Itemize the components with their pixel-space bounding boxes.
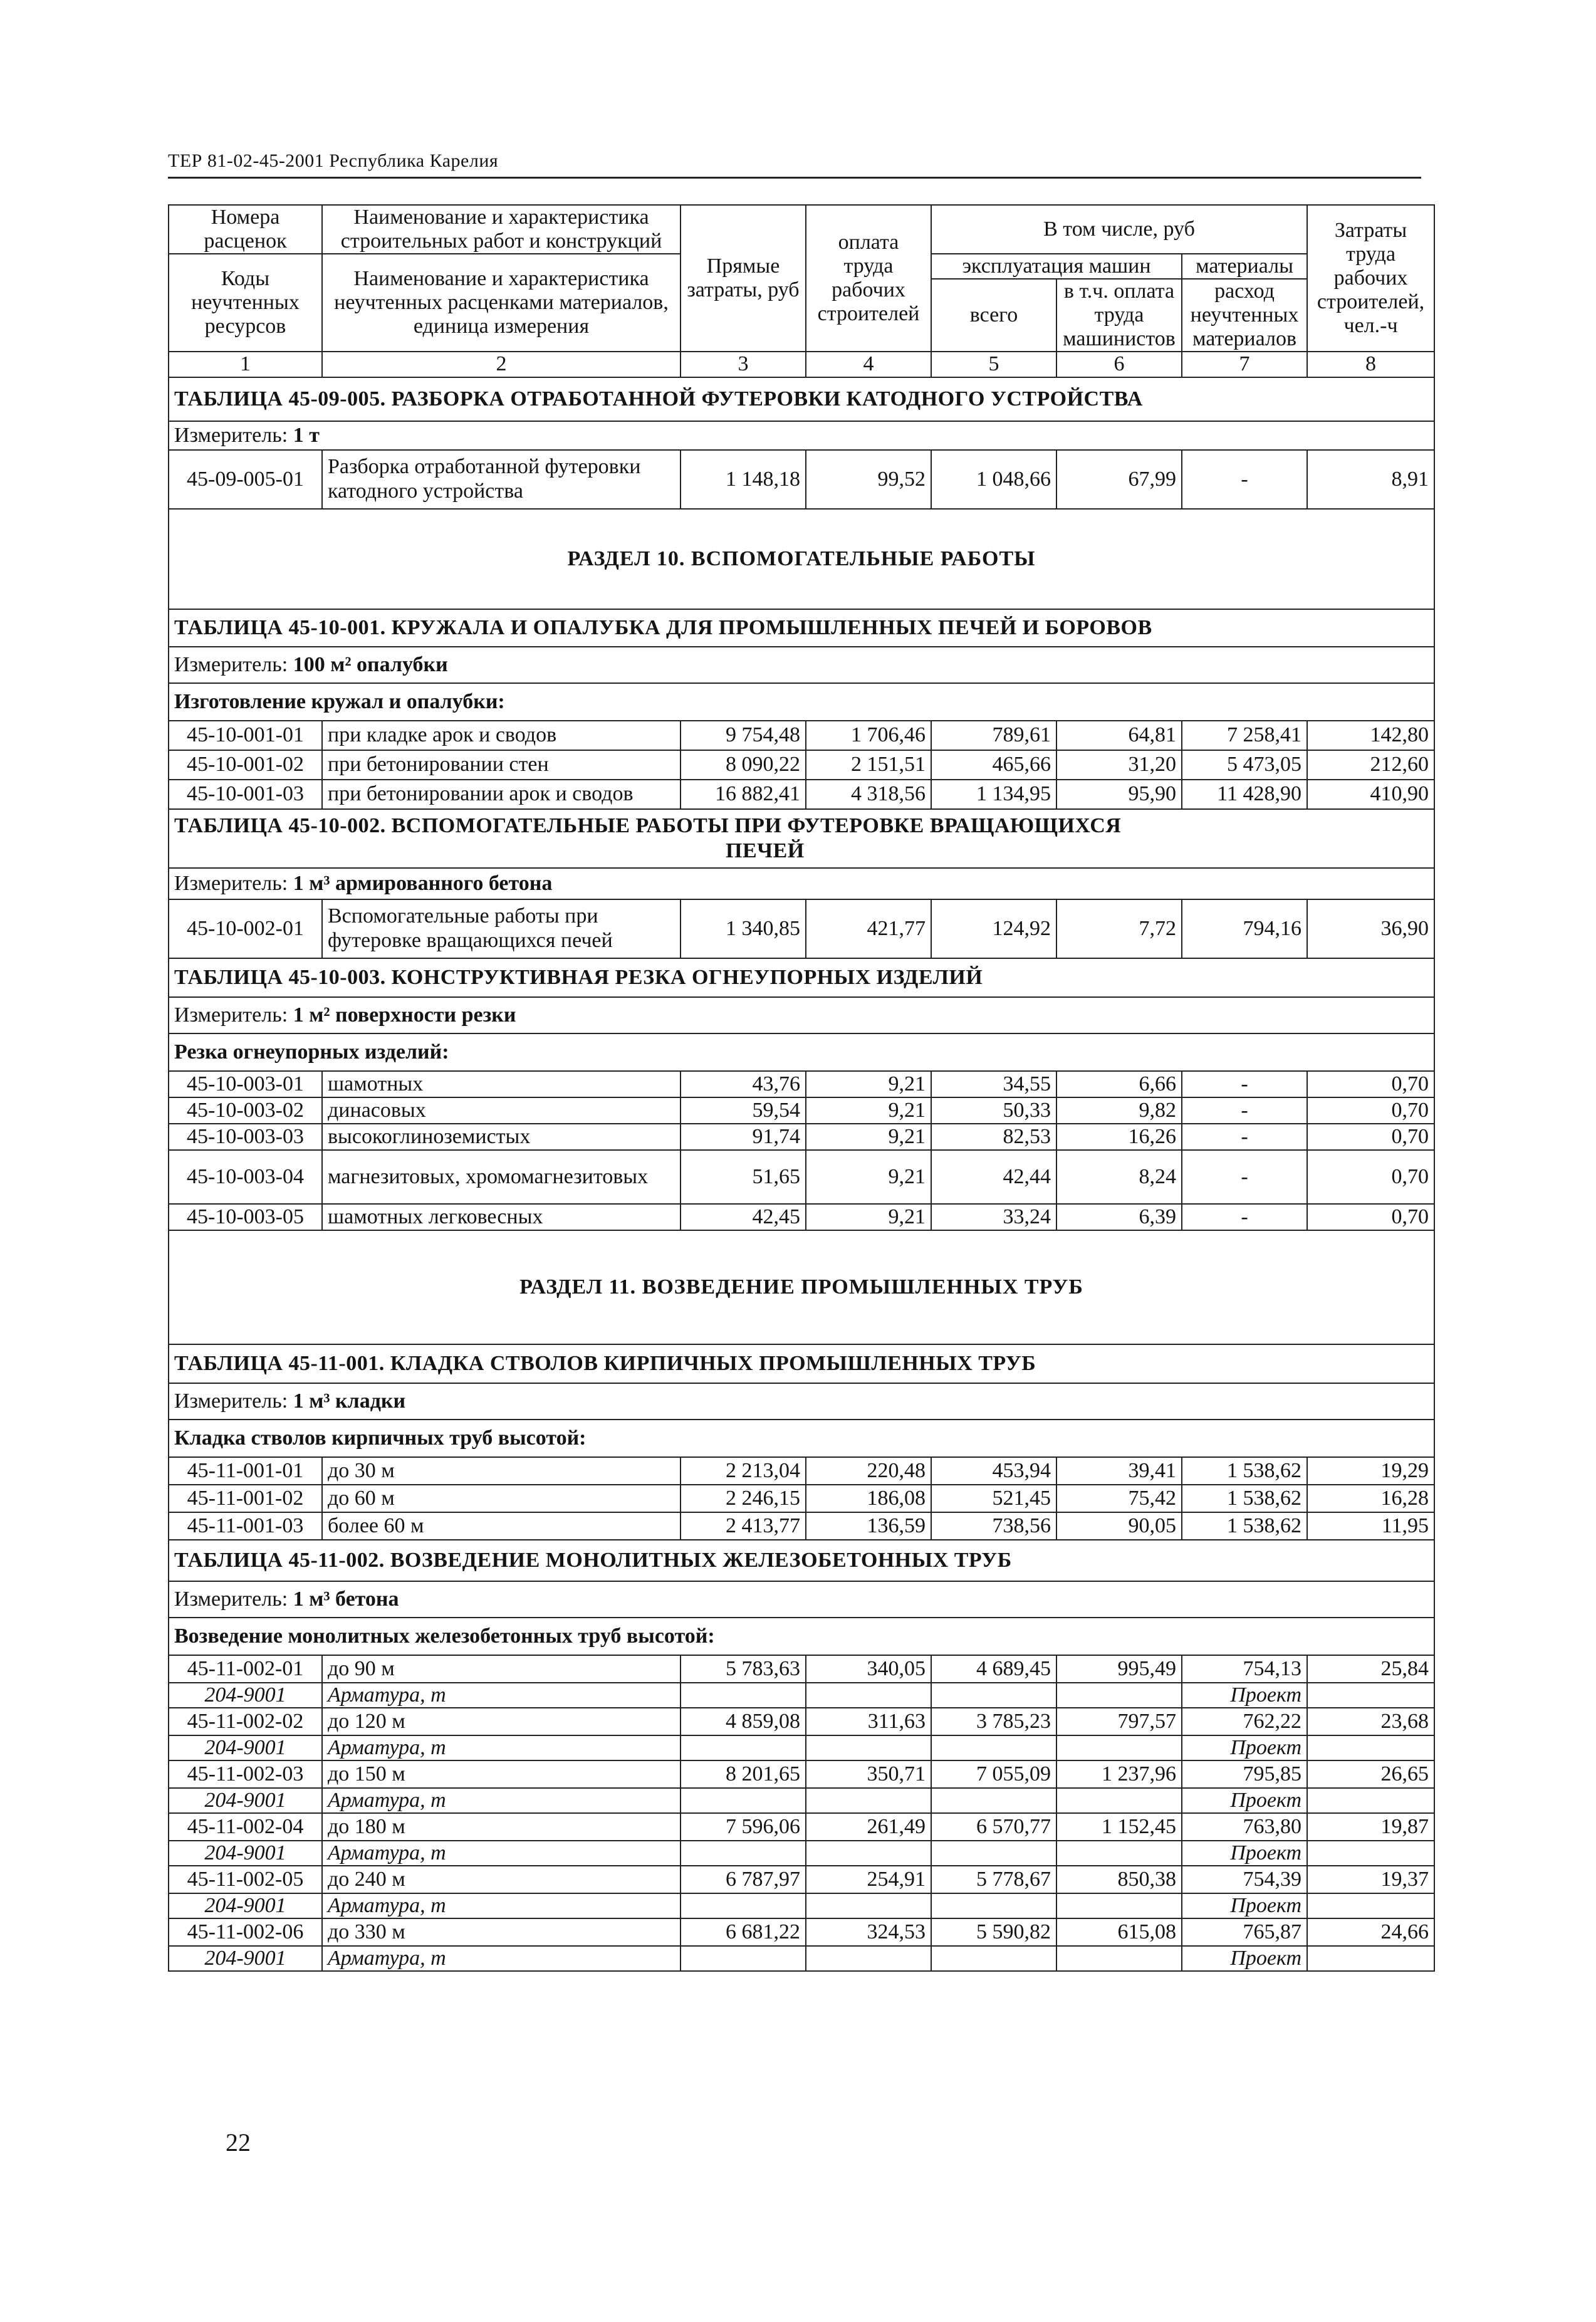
rate-code: 45-11-002-05 xyxy=(169,1866,322,1893)
table-row xyxy=(169,1813,1434,1841)
machine-total: 1 134,95 xyxy=(931,780,1056,809)
direct-costs: 1 148,18 xyxy=(681,450,806,509)
machine-total: 521,45 xyxy=(931,1485,1056,1512)
worker-wage: 220,48 xyxy=(806,1457,931,1485)
materials: 1 538,62 xyxy=(1182,1457,1307,1485)
table-row xyxy=(169,450,1434,509)
resource-row xyxy=(169,1946,1434,1971)
machine-wage: 16,26 xyxy=(1056,1124,1182,1150)
materials: 762,22 xyxy=(1182,1708,1307,1735)
direct-costs: 42,45 xyxy=(681,1204,806,1230)
table-row xyxy=(169,1071,1434,1097)
machine-wage: 995,49 xyxy=(1056,1655,1182,1683)
direct-costs: 2 246,15 xyxy=(681,1485,806,1512)
col-num: 8 xyxy=(1307,352,1434,377)
rate-name: высокоглиноземистых xyxy=(322,1124,681,1150)
labor-hours: 0,70 xyxy=(1307,1150,1434,1204)
worker-wage: 9,21 xyxy=(806,1071,931,1097)
machine-total: 50,33 xyxy=(931,1097,1056,1124)
rate-code: 45-10-003-05 xyxy=(169,1204,322,1230)
direct-costs: 51,65 xyxy=(681,1150,806,1204)
direct-costs: 43,76 xyxy=(681,1071,806,1097)
header-row-1 xyxy=(169,205,1434,254)
table-row xyxy=(169,780,1434,809)
rate-code: 45-11-001-01 xyxy=(169,1457,322,1485)
resource-name: Арматура, т xyxy=(322,1946,681,1971)
materials: - xyxy=(1182,1204,1307,1230)
table-row xyxy=(169,1512,1434,1540)
materials: - xyxy=(1182,1097,1307,1124)
rate-name: до 180 м xyxy=(322,1813,681,1841)
materials: - xyxy=(1182,1124,1307,1150)
group-heading: Изготовление кружал и опалубки: xyxy=(169,683,1434,721)
resource-row xyxy=(169,1893,1434,1918)
materials: 1 538,62 xyxy=(1182,1485,1307,1512)
col-num: 7 xyxy=(1182,352,1307,377)
header-machines-wage: в т.ч. оплата труда машинистов xyxy=(1056,279,1182,352)
col-num: 4 xyxy=(806,352,931,377)
direct-costs: 8 090,22 xyxy=(681,750,806,780)
machine-wage: 6,66 xyxy=(1056,1071,1182,1097)
table-title: ТАБЛИЦА 45-10-002. ВСПОМОГАТЕЛЬНЫЕ РАБОТЫ ПРИ ФУТЕРОВКЕ ВРАЩАЮЩИХСЯ ПЕЧЕЙ xyxy=(169,809,1434,868)
materials: 7 258,41 xyxy=(1182,721,1307,750)
col-num: 3 xyxy=(681,352,806,377)
labor-hours: 410,90 xyxy=(1307,780,1434,809)
rate-name: шамотных xyxy=(322,1071,681,1097)
running-header: ТЕР 81-02-45-2001 Республика Карелия xyxy=(168,150,499,171)
section-title: РАЗДЕЛ 11. ВОЗВЕДЕНИЕ ПРОМЫШЛЕННЫХ ТРУБ xyxy=(169,1230,1434,1344)
page-number: 22 xyxy=(226,2128,251,2157)
machine-wage: 67,99 xyxy=(1056,450,1182,509)
machine-total: 453,94 xyxy=(931,1457,1056,1485)
col-num: 2 xyxy=(322,352,681,377)
direct-costs: 4 859,08 xyxy=(681,1708,806,1735)
measure-unit: Измеритель: 1 м³ армированного бетона xyxy=(169,868,1434,899)
header-direct-costs: Прямые затраты, руб xyxy=(681,205,806,352)
resource-code: 204-9001 xyxy=(169,1788,322,1813)
labor-hours: 36,90 xyxy=(1307,899,1434,958)
materials: - xyxy=(1182,1150,1307,1204)
table-row xyxy=(169,1866,1434,1893)
machine-wage: 8,24 xyxy=(1056,1150,1182,1204)
worker-wage: 4 318,56 xyxy=(806,780,931,809)
header-c2b: Наименование и характеристика неучтенных расценками материалов, единица измерения xyxy=(322,254,681,352)
measure-unit: Измеритель: 1 м³ бетона xyxy=(169,1581,1434,1618)
machine-wage: 615,08 xyxy=(1056,1918,1182,1946)
worker-wage: 421,77 xyxy=(806,899,931,958)
table-row xyxy=(169,1918,1434,1946)
machine-wage: 797,57 xyxy=(1056,1708,1182,1735)
worker-wage: 350,71 xyxy=(806,1760,931,1788)
resource-code: 204-9001 xyxy=(169,1735,322,1760)
header-wage: оплата труда рабочих строителей xyxy=(806,205,931,352)
resource-code: 204-9001 xyxy=(169,1841,322,1866)
direct-costs: 59,54 xyxy=(681,1097,806,1124)
machine-total: 738,56 xyxy=(931,1512,1056,1540)
machine-total: 1 048,66 xyxy=(931,450,1056,509)
table-title: ТАБЛИЦА 45-10-003. КОНСТРУКТИВНАЯ РЕЗКА ОГНЕУПОРНЫХ ИЗДЕЛИЙ xyxy=(169,958,1434,997)
machine-total: 5 778,67 xyxy=(931,1866,1056,1893)
measure-unit: Измеритель: 100 м² опалубки xyxy=(169,647,1434,683)
direct-costs: 6 787,97 xyxy=(681,1866,806,1893)
materials: 763,80 xyxy=(1182,1813,1307,1841)
direct-costs: 91,74 xyxy=(681,1124,806,1150)
rate-name: до 150 м xyxy=(322,1760,681,1788)
resource-name: Арматура, т xyxy=(322,1893,681,1918)
rate-code: 45-10-001-02 xyxy=(169,750,322,780)
rate-name: шамотных легковесных xyxy=(322,1204,681,1230)
table-row xyxy=(169,1655,1434,1683)
labor-hours: 19,29 xyxy=(1307,1457,1434,1485)
rate-name: до 330 м xyxy=(322,1918,681,1946)
measure-unit: Измеритель: 1 м³ кладки xyxy=(169,1383,1434,1420)
machine-wage: 75,42 xyxy=(1056,1485,1182,1512)
materials: 754,39 xyxy=(1182,1866,1307,1893)
machine-wage: 9,82 xyxy=(1056,1097,1182,1124)
worker-wage: 261,49 xyxy=(806,1813,931,1841)
group-heading: Кладка стволов кирпичных труб высотой: xyxy=(169,1420,1434,1457)
header-materials-unaccounted: расход неучтенных материалов xyxy=(1182,279,1307,352)
worker-wage: 186,08 xyxy=(806,1485,931,1512)
machine-total: 4 689,45 xyxy=(931,1655,1056,1683)
rate-code: 45-10-001-03 xyxy=(169,780,322,809)
resource-consumption: Проект xyxy=(1182,1946,1307,1971)
rate-code: 45-11-002-03 xyxy=(169,1760,322,1788)
worker-wage: 9,21 xyxy=(806,1124,931,1150)
resource-code: 204-9001 xyxy=(169,1683,322,1708)
table-row xyxy=(169,1150,1434,1204)
rate-name: динасовых xyxy=(322,1097,681,1124)
labor-hours: 0,70 xyxy=(1307,1124,1434,1150)
machine-total: 82,53 xyxy=(931,1124,1056,1150)
resource-consumption: Проект xyxy=(1182,1683,1307,1708)
direct-costs: 2 213,04 xyxy=(681,1457,806,1485)
machine-wage: 1 152,45 xyxy=(1056,1813,1182,1841)
rate-code: 45-11-002-06 xyxy=(169,1918,322,1946)
labor-hours: 25,84 xyxy=(1307,1655,1434,1683)
rate-name: до 90 м xyxy=(322,1655,681,1683)
machine-wage: 850,38 xyxy=(1056,1866,1182,1893)
rate-code: 45-09-005-01 xyxy=(169,450,322,509)
materials: 794,16 xyxy=(1182,899,1307,958)
labor-hours: 8,91 xyxy=(1307,450,1434,509)
rate-name: Вспомогательные работы при футеровке вращающихся печей xyxy=(322,899,681,958)
machine-wage: 6,39 xyxy=(1056,1204,1182,1230)
labor-hours: 0,70 xyxy=(1307,1097,1434,1124)
direct-costs: 1 340,85 xyxy=(681,899,806,958)
machine-wage: 90,05 xyxy=(1056,1512,1182,1540)
rate-name: до 120 м xyxy=(322,1708,681,1735)
rate-name: более 60 м xyxy=(322,1512,681,1540)
rate-code: 45-11-002-04 xyxy=(169,1813,322,1841)
labor-hours: 19,37 xyxy=(1307,1866,1434,1893)
table-row xyxy=(169,1485,1434,1512)
group-heading: Резка огнеупорных изделий: xyxy=(169,1033,1434,1071)
machine-wage: 64,81 xyxy=(1056,721,1182,750)
section-title: РАЗДЕЛ 10. ВСПОМОГАТЕЛЬНЫЕ РАБОТЫ xyxy=(169,509,1434,609)
header-c1b: Коды неучтенных ресурсов xyxy=(169,254,322,352)
table-row xyxy=(169,750,1434,780)
resource-name: Арматура, т xyxy=(322,1841,681,1866)
machine-total: 3 785,23 xyxy=(931,1708,1056,1735)
direct-costs: 2 413,77 xyxy=(681,1512,806,1540)
worker-wage: 99,52 xyxy=(806,450,931,509)
worker-wage: 1 706,46 xyxy=(806,721,931,750)
resource-consumption: Проект xyxy=(1182,1841,1307,1866)
machine-wage: 31,20 xyxy=(1056,750,1182,780)
machine-total: 42,44 xyxy=(931,1150,1056,1204)
table-row xyxy=(169,1760,1434,1788)
labor-hours: 212,60 xyxy=(1307,750,1434,780)
materials: 1 538,62 xyxy=(1182,1512,1307,1540)
materials: 754,13 xyxy=(1182,1655,1307,1683)
machine-total: 6 570,77 xyxy=(931,1813,1056,1841)
labor-hours: 142,80 xyxy=(1307,721,1434,750)
materials: 11 428,90 xyxy=(1182,780,1307,809)
worker-wage: 9,21 xyxy=(806,1150,931,1204)
labor-hours: 23,68 xyxy=(1307,1708,1434,1735)
worker-wage: 9,21 xyxy=(806,1204,931,1230)
resource-name: Арматура, т xyxy=(322,1788,681,1813)
materials: - xyxy=(1182,450,1307,509)
resource-row xyxy=(169,1788,1434,1813)
direct-costs: 5 783,63 xyxy=(681,1655,806,1683)
machine-total: 124,92 xyxy=(931,899,1056,958)
header-rule xyxy=(168,177,1421,179)
materials: - xyxy=(1182,1071,1307,1097)
rate-name: до 240 м xyxy=(322,1866,681,1893)
machine-total: 5 590,82 xyxy=(931,1918,1056,1946)
rates-table xyxy=(168,204,1435,1972)
worker-wage: 324,53 xyxy=(806,1918,931,1946)
rate-code: 45-11-001-02 xyxy=(169,1485,322,1512)
header-incl: В том числе, руб xyxy=(931,205,1307,254)
labor-hours: 26,65 xyxy=(1307,1760,1434,1788)
machine-wage: 1 237,96 xyxy=(1056,1760,1182,1788)
materials: 5 473,05 xyxy=(1182,750,1307,780)
machine-wage: 39,41 xyxy=(1056,1457,1182,1485)
header-c2a: Наименование и характеристика строительных работ и конструкций xyxy=(322,205,681,254)
direct-costs: 6 681,22 xyxy=(681,1918,806,1946)
table-title: ТАБЛИЦА 45-09-005. РАЗБОРКА ОТРАБОТАННОЙ ФУТЕРОВКИ КАТОДНОГО УСТРОЙСТВА xyxy=(169,377,1434,421)
resource-name: Арматура, т xyxy=(322,1735,681,1760)
table-row xyxy=(169,899,1434,958)
table-row xyxy=(169,1457,1434,1485)
table-title: ТАБЛИЦА 45-10-001. КРУЖАЛА И ОПАЛУБКА ДЛЯ ПРОМЫШЛЕННЫХ ПЕЧЕЙ И БОРОВОВ xyxy=(169,609,1434,647)
rate-name: при кладке арок и сводов xyxy=(322,721,681,750)
table-row xyxy=(169,1097,1434,1124)
direct-costs: 16 882,41 xyxy=(681,780,806,809)
table-row xyxy=(169,1124,1434,1150)
rate-name: до 30 м xyxy=(322,1457,681,1485)
machine-wage: 7,72 xyxy=(1056,899,1182,958)
worker-wage: 2 151,51 xyxy=(806,750,931,780)
header-machines-total: всего xyxy=(931,279,1056,352)
worker-wage: 136,59 xyxy=(806,1512,931,1540)
rate-name: при бетонировании арок и сводов xyxy=(322,780,681,809)
worker-wage: 254,91 xyxy=(806,1866,931,1893)
direct-costs: 9 754,48 xyxy=(681,721,806,750)
rate-code: 45-10-003-01 xyxy=(169,1071,322,1097)
table-row xyxy=(169,721,1434,750)
table-title: ТАБЛИЦА 45-11-002. ВОЗВЕДЕНИЕ МОНОЛИТНЫХ ЖЕЛЕЗОБЕТОННЫХ ТРУБ xyxy=(169,1540,1434,1581)
column-numbers-row xyxy=(169,352,1434,377)
table-row xyxy=(169,1708,1434,1735)
group-heading: Возведение монолитных железобетонных труб высотой: xyxy=(169,1618,1434,1655)
machine-total: 33,24 xyxy=(931,1204,1056,1230)
labor-hours: 0,70 xyxy=(1307,1204,1434,1230)
rate-code: 45-10-001-01 xyxy=(169,721,322,750)
machine-total: 465,66 xyxy=(931,750,1056,780)
resource-row xyxy=(169,1841,1434,1866)
direct-costs: 7 596,06 xyxy=(681,1813,806,1841)
rate-name: Разборка отработанной футеровки катодного устройства xyxy=(322,450,681,509)
rate-code: 45-11-002-01 xyxy=(169,1655,322,1683)
resource-row xyxy=(169,1735,1434,1760)
rate-code: 45-10-003-04 xyxy=(169,1150,322,1204)
worker-wage: 340,05 xyxy=(806,1655,931,1683)
measure-unit: Измеритель: 1 т xyxy=(169,421,1434,450)
worker-wage: 9,21 xyxy=(806,1097,931,1124)
header-materials: материалы xyxy=(1182,254,1307,279)
rate-name: магнезитовых, хромомагнезитовых xyxy=(322,1150,681,1204)
rate-name: при бетонировании стен xyxy=(322,750,681,780)
header-labor: Затраты труда рабочих строителей, чел.-ч xyxy=(1307,205,1434,352)
col-num: 5 xyxy=(931,352,1056,377)
col-num: 6 xyxy=(1056,352,1182,377)
resource-code: 204-9001 xyxy=(169,1893,322,1918)
labor-hours: 11,95 xyxy=(1307,1512,1434,1540)
machine-total: 7 055,09 xyxy=(931,1760,1056,1788)
resource-consumption: Проект xyxy=(1182,1788,1307,1813)
header-machines: эксплуатация машин xyxy=(931,254,1182,279)
resource-row xyxy=(169,1683,1434,1708)
rate-code: 45-11-002-02 xyxy=(169,1708,322,1735)
direct-costs: 8 201,65 xyxy=(681,1760,806,1788)
rate-code: 45-10-003-02 xyxy=(169,1097,322,1124)
resource-consumption: Проект xyxy=(1182,1735,1307,1760)
labor-hours: 24,66 xyxy=(1307,1918,1434,1946)
rate-code: 45-10-002-01 xyxy=(169,899,322,958)
rate-name: до 60 м xyxy=(322,1485,681,1512)
machine-wage: 95,90 xyxy=(1056,780,1182,809)
machine-total: 34,55 xyxy=(931,1071,1056,1097)
worker-wage: 311,63 xyxy=(806,1708,931,1735)
measure-unit: Измеритель: 1 м² поверхности резки xyxy=(169,997,1434,1033)
resource-name: Арматура, т xyxy=(322,1683,681,1708)
table-title: ТАБЛИЦА 45-11-001. КЛАДКА СТВОЛОВ КИРПИЧНЫХ ПРОМЫШЛЕННЫХ ТРУБ xyxy=(169,1344,1434,1383)
col-num: 1 xyxy=(169,352,322,377)
header-c1a: Номера расценок xyxy=(169,205,322,254)
rate-code: 45-10-003-03 xyxy=(169,1124,322,1150)
labor-hours: 0,70 xyxy=(1307,1071,1434,1097)
machine-total: 789,61 xyxy=(931,721,1056,750)
table-row xyxy=(169,1204,1434,1230)
materials: 795,85 xyxy=(1182,1760,1307,1788)
resource-consumption: Проект xyxy=(1182,1893,1307,1918)
materials: 765,87 xyxy=(1182,1918,1307,1946)
resource-code: 204-9001 xyxy=(169,1946,322,1971)
labor-hours: 16,28 xyxy=(1307,1485,1434,1512)
labor-hours: 19,87 xyxy=(1307,1813,1434,1841)
rate-code: 45-11-001-03 xyxy=(169,1512,322,1540)
